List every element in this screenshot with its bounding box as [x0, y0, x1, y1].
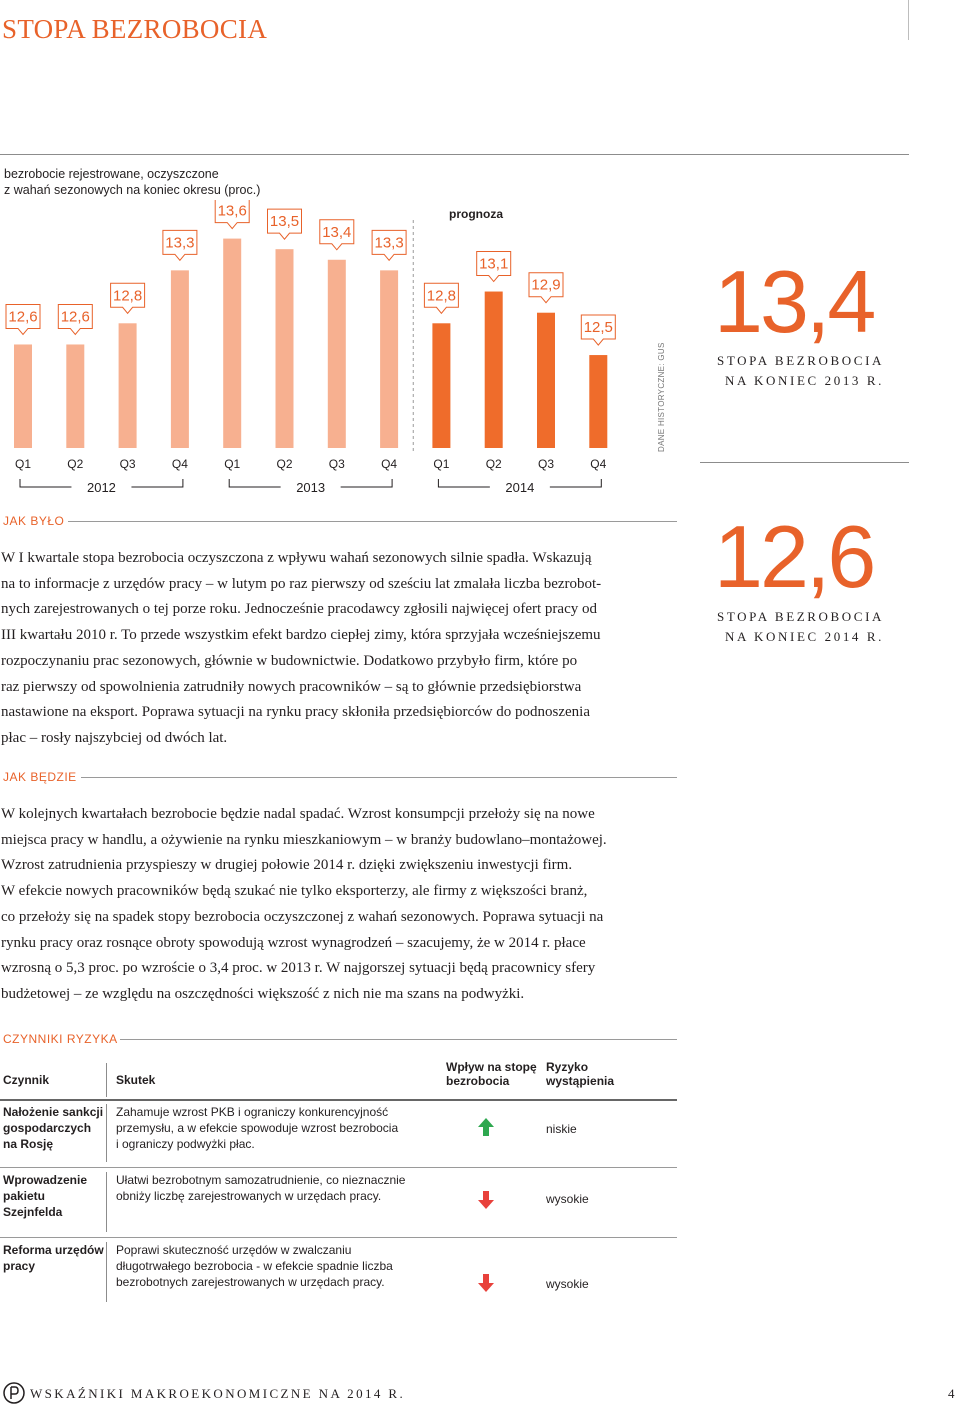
bar-value-label-5: 13,5: [269, 213, 300, 231]
bar-1: [66, 344, 84, 448]
chart-subtitle-line2: z wahań sezonowych na koniec okresu (proc.): [4, 183, 261, 197]
x-tick-label-6: Q3: [328, 457, 345, 471]
stat-label-2013-line2: NA KONIEC 2013 R.: [724, 372, 884, 388]
header-impact-line1: Wpływ na stopę: [446, 1060, 537, 1074]
row1-risk: niskie: [546, 1122, 577, 1136]
bar-11: [589, 355, 607, 448]
x-tick-label-8: Q1: [433, 457, 450, 471]
x-tick-label-4: Q1: [224, 457, 241, 471]
bar-value-label-1: 12,6: [60, 308, 90, 326]
past-paragraph: [1, 546, 681, 752]
bar-value-label-11: 12,5: [583, 319, 613, 337]
row1-effect-l2: przemysłu, a w efekcie spowoduje wzrost bezrobocia: [116, 1121, 399, 1135]
col-separator: [106, 1242, 107, 1302]
header-risk-line2: wystąpienia: [546, 1074, 615, 1088]
future-paragraph-line: Wzrost zatrudnienia przyspieszy w drugiej połowie 2014 r. dzięki zwiększeniu inwestycji firm.: [1, 857, 573, 874]
bar-value-label-3: 13,3: [165, 234, 195, 252]
bar-value-label-4: 13,6: [217, 202, 247, 220]
row1-effect-l1: Zahamuje wzrost PKB i ograniczy konkurencyjność: [116, 1105, 389, 1119]
subtitle-divider: [0, 154, 909, 155]
future-paragraph: [1, 802, 681, 1008]
arrow-down-icon: [476, 1273, 496, 1293]
x-tick-label-9: Q2: [485, 457, 502, 471]
title-divider: [908, 0, 909, 40]
stat-divider: [700, 462, 909, 463]
row3-effect-l2: długotrwałego bezrobocia - w efekcie spadnie liczba: [116, 1259, 393, 1273]
x-tick-label-1: Q2: [67, 457, 84, 471]
chart-subtitle-line1: bezrobocie rejestrowane, oczyszczone: [4, 167, 219, 181]
row2-factor-l3: Szejnfelda: [3, 1205, 63, 1219]
x-tick-label-2: Q3: [119, 457, 136, 471]
header-risk: [546, 1060, 614, 1088]
bar-2: [119, 323, 137, 448]
past-paragraph-line: nych zarejestrowanych o tej porze roku. Jednocześnie pracodawcy zgłosili najwięcej ofert pracy od: [1, 601, 597, 618]
past-paragraph-line: nastawione na eksport. Poprawa sytuacji na rynku pracy skłoniła przedsiębiorców do podnoszenia: [1, 704, 590, 721]
x-tick-label-11: Q4: [590, 457, 607, 471]
bar-6: [328, 260, 346, 448]
bar-7: [380, 270, 398, 448]
row3-effect: [116, 1242, 393, 1290]
row1-factor-l2: gospodarczych: [3, 1121, 92, 1135]
section-label-risk: CZYNNIKI RYZYKA: [3, 1032, 118, 1046]
row3-factor: [3, 1242, 104, 1274]
row2-effect-l1: Ułatwi bezrobotnym samozatrudnienie, co nieznacznie: [116, 1173, 406, 1187]
row-divider: [0, 1167, 677, 1168]
unemployment-bar-chart: [0, 200, 700, 500]
stat-value-2014: 12,6: [714, 507, 874, 606]
stat-value-2013: 13,4: [714, 252, 874, 351]
stat-label-2014-line1: STOPA BEZROBOCIA: [717, 609, 884, 624]
bar-10: [537, 313, 555, 448]
future-paragraph-line: wzrosną o 5,3 proc. po wzroście o 3,4 proc. w 2013 r. W najgorszej sytuacji będą pracownicy sfery: [1, 960, 596, 977]
future-paragraph-line: budżetowej – ze względu na oszczędności większość z nich nie ma szans na podwyżki.: [1, 985, 525, 1002]
publisher-logo-icon: [3, 1382, 25, 1404]
col-separator: [106, 1104, 107, 1162]
bar-value-label-8: 12,8: [426, 287, 457, 305]
bar-3: [171, 270, 189, 448]
row3-risk: wysokie: [546, 1277, 589, 1291]
bar-value-label-7: 13,3: [374, 234, 404, 252]
header-impact: [446, 1060, 537, 1088]
page-title: STOPA BEZROBOCIA: [2, 14, 268, 44]
row2-factor-l1: Wprowadzenie: [3, 1173, 88, 1187]
section-label-past: JAK BYŁO: [3, 514, 65, 528]
bar-value-label-6: 13,4: [322, 223, 352, 241]
col-separator: [106, 1172, 107, 1232]
section-divider-future: [81, 777, 677, 778]
arrow-up-icon: [476, 1117, 496, 1137]
header-effect: Skutek: [116, 1073, 156, 1087]
future-paragraph-line: W kolejnych kwartałach bezrobocie będzie nadal spadać. Wzrost konsumpcji przełoży się na nowe: [1, 806, 595, 822]
row1-effect-l3: i ograniczy podwyżki płac.: [116, 1137, 255, 1151]
x-tick-label-7: Q4: [381, 457, 398, 471]
future-paragraph-line: W efekcie nowych pracowników będą szukać nie tylko eksporterzy, ale firmy z większości branż,: [1, 883, 588, 900]
bar-value-label-2: 12,8: [112, 287, 143, 305]
section-label-future: JAK BĘDZIE: [3, 770, 77, 784]
bar-0: [14, 344, 32, 448]
row2-effect: [116, 1172, 405, 1204]
future-paragraph-line: rynku pracy oraz rosnące obroty spowodują wzrost wynagrodzeń – szacujemy, że w 2014 r. płace: [1, 934, 586, 951]
past-paragraph-line: raz pierwszy od spowolnienia zatrudniły nowych pracowników – są to głównie przedsiębiorstwa: [1, 678, 582, 695]
past-paragraph-line: W I kwartale stopa bezrobocia oczyszczona z wpływu wahań sezonowych silnie spadła. Wskazują: [1, 550, 592, 566]
row1-factor: [3, 1104, 103, 1152]
year-label-1: 2013: [296, 480, 326, 495]
row3-effect-l3: bezrobotnych zarejestrowanych w urzędach pracy.: [116, 1275, 385, 1289]
row2-factor-l2: pakietu: [3, 1189, 46, 1203]
col-separator: [106, 1063, 107, 1097]
row2-effect-l2: obniży liczbę zarejestrowanych w urzędach pracy.: [116, 1189, 382, 1203]
row1-effect: [116, 1104, 398, 1152]
row1-factor-l3: na Rosję: [3, 1137, 54, 1151]
future-paragraph-line: co przełoży się na spadek stopy bezrobocia oczyszczonej z wahań sezonowych. Poprawa sytuacji na: [1, 908, 604, 925]
stat-label-2013: [717, 351, 884, 390]
bar-value-label-0: 12,6: [8, 308, 38, 326]
stat-label-2014-line2: NA KONIEC 2014 R.: [724, 628, 884, 644]
stat-label-2013-line1: STOPA BEZROBOCIA: [717, 353, 884, 368]
x-tick-label-0: Q1: [14, 457, 32, 471]
footer-title: WSKAŹNIKI MAKROEKONOMICZNE NA 2014 R.: [30, 1386, 406, 1401]
future-paragraph-line: miejsca pracy w handlu, a ożywienie na rynku mieszkaniowym – w branży budowlano–montażowej.: [1, 831, 607, 848]
x-tick-label-5: Q2: [276, 457, 293, 471]
past-paragraph-line: III kwartału 2010 r. To przede wszystkim efekt bardzo ciepłej zimy, która sprzyjała wcześniejszemu: [1, 627, 601, 644]
row3-factor-l2: pracy: [3, 1259, 36, 1273]
bar-8: [432, 323, 450, 448]
past-paragraph-line: rozpoczynaniu prac sezonowych, głównie w budownictwie. Dodatkowo przybyło firm, które po: [1, 652, 578, 669]
arrow-down-icon: [476, 1190, 496, 1210]
bar-value-label-9: 13,1: [479, 255, 509, 273]
row3-factor-l1: Reforma urzędów: [3, 1243, 104, 1257]
year-label-2: 2014: [505, 480, 535, 495]
bar-9: [485, 292, 503, 448]
past-paragraph-line: płac – rosły najszybciej od dwóch lat.: [1, 729, 228, 746]
row-divider: [0, 1099, 677, 1101]
header-impact-line2: bezrobocia: [446, 1074, 510, 1088]
row2-factor: [3, 1172, 87, 1220]
x-tick-label-3: Q4: [171, 457, 188, 471]
past-paragraph-line: na to informacje z urzędów pracy – w lutym po raz pierwszy od sześciu lat zmalała liczba bezrobot-: [1, 575, 602, 592]
x-tick-label-10: Q3: [537, 457, 555, 471]
year-label-0: 2012: [86, 480, 116, 495]
chart-subtitle: [4, 166, 260, 198]
row-divider: [0, 1237, 677, 1238]
header-factor: Czynnik: [3, 1073, 50, 1087]
source-label: DANE HISTORYCZNE: GUS: [657, 342, 666, 452]
section-divider-past: [68, 521, 677, 522]
page-number: 4: [948, 1386, 955, 1401]
row3-effect-l1: Poprawi skuteczność urzędów w zwalczaniu: [116, 1243, 352, 1257]
forecast-label: prognoza: [449, 207, 503, 221]
stat-label-2014: [717, 607, 884, 646]
bar-4: [223, 239, 241, 448]
header-risk-line1: Ryzyko: [546, 1060, 589, 1074]
bar-value-label-10: 12,9: [531, 276, 561, 294]
bar-5: [276, 249, 294, 448]
section-divider-risk: [120, 1039, 677, 1040]
row1-factor-l1: Nałożenie sankcji: [3, 1105, 104, 1119]
row2-risk: wysokie: [546, 1192, 589, 1206]
